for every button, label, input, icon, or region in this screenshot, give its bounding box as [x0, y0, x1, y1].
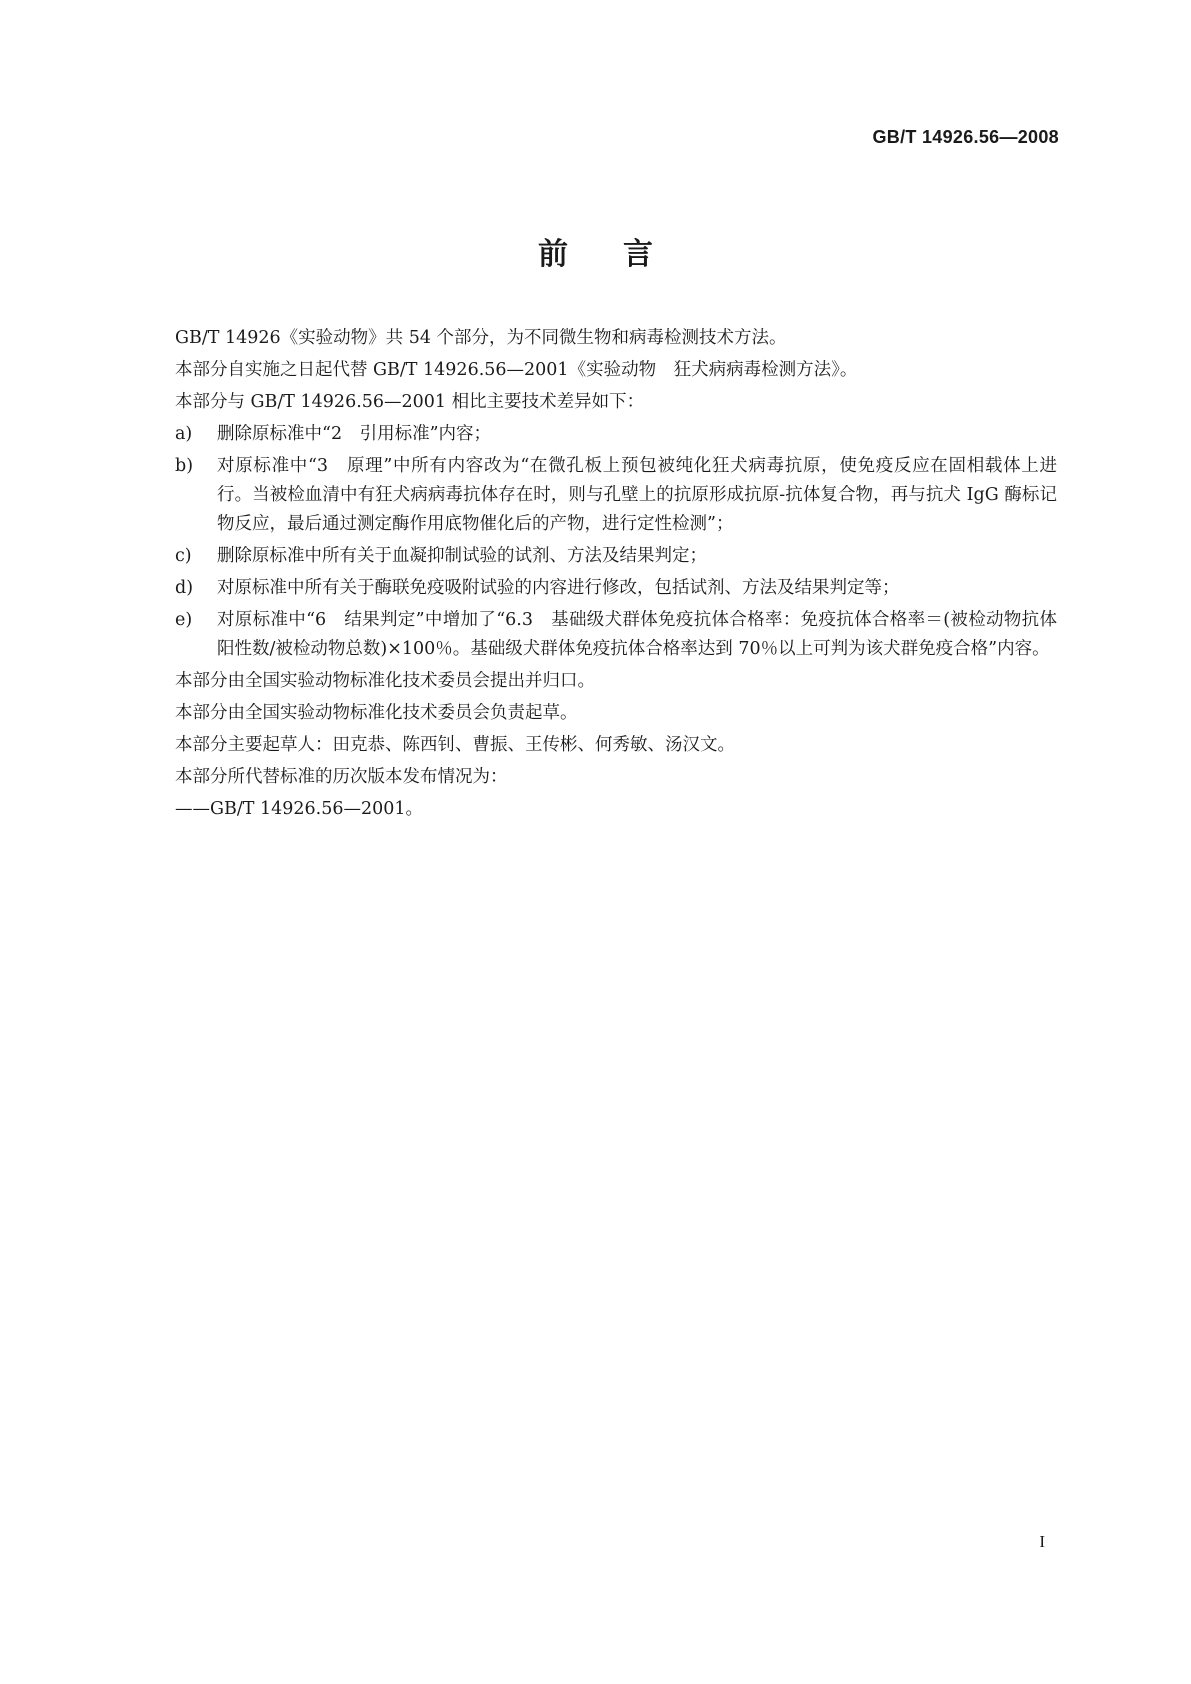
- standard-number: GB/T 14926.56—2008: [872, 127, 1059, 147]
- list-item-text: 对原标准中“3 原理”中所有内容改为“在微孔板上预包被纯化狂犬病毒抗原，使免疫反应在固相载体上进行。当被检血清中有狂犬病病毒抗体存在时，则与孔壁上的抗原形成抗原-抗体复合物，再与抗犬 IgG 酶标记物反应，最后通过测定酶作用底物催化后的产物，进行定性检测”；: [217, 456, 1057, 534]
- list-item: [175, 420, 1057, 449]
- list-item-text: 删除原标准中“2 引用标准”内容；: [217, 424, 492, 444]
- list-item-text: 删除原标准中所有关于血凝抑制试验的试剂、方法及结果判定；: [217, 546, 707, 566]
- intro-paragraph: GB/T 14926《实验动物》共 54 个部分，为不同微生物和病毒检测技术方法。: [175, 328, 787, 348]
- list-item-label: e): [175, 610, 193, 630]
- list-item-label: a): [175, 424, 193, 444]
- drafters-paragraph: 本部分主要起草人：田克恭、陈西钊、曹振、王传彬、何秀敏、汤汉文。: [175, 735, 735, 755]
- closing-paragraph: 本部分所代替标准的历次版本发布情况为：: [175, 767, 508, 787]
- list-item-label: d): [175, 578, 194, 598]
- list-item-text: 对原标准中所有关于酶联免疫吸附试验的内容进行修改，包括试剂、方法及结果判定等；: [217, 578, 900, 598]
- intro-paragraph: 本部分自实施之日起代替 GB/T 14926.56—2001《实验动物 狂犬病病毒检测方法》。: [175, 360, 858, 380]
- list-item-label: b): [175, 456, 194, 476]
- closing-paragraph: 本部分由全国实验动物标准化技术委员会提出并归口。: [175, 671, 595, 691]
- page-number: I: [1039, 1532, 1045, 1551]
- closing-paragraph: 本部分由全国实验动物标准化技术委员会负责起草。: [175, 703, 578, 723]
- list-item: [175, 542, 1057, 571]
- list-item: [175, 574, 1057, 603]
- preface-body: [175, 324, 1057, 827]
- intro-paragraph: 本部分与 GB/T 14926.56—2001 相比主要技术差异如下：: [175, 392, 645, 412]
- page-title: 前言: [538, 237, 708, 272]
- list-item-label: c): [175, 546, 192, 566]
- list-item-text: 对原标准中“6 结果判定”中增加了“6.3 基础级犬群体免疫抗体合格率：免疫抗体合格率＝(被检动物抗体阳性数/被检动物总数)×100％。基础级犬群体免疫抗体合格率达到 70％以上可判为该犬群免疫合格”内容。: [217, 610, 1057, 659]
- superseded-version: ——GB/T 14926.56—2001。: [175, 799, 424, 819]
- list-item: [175, 452, 1057, 539]
- list-item: [175, 606, 1057, 664]
